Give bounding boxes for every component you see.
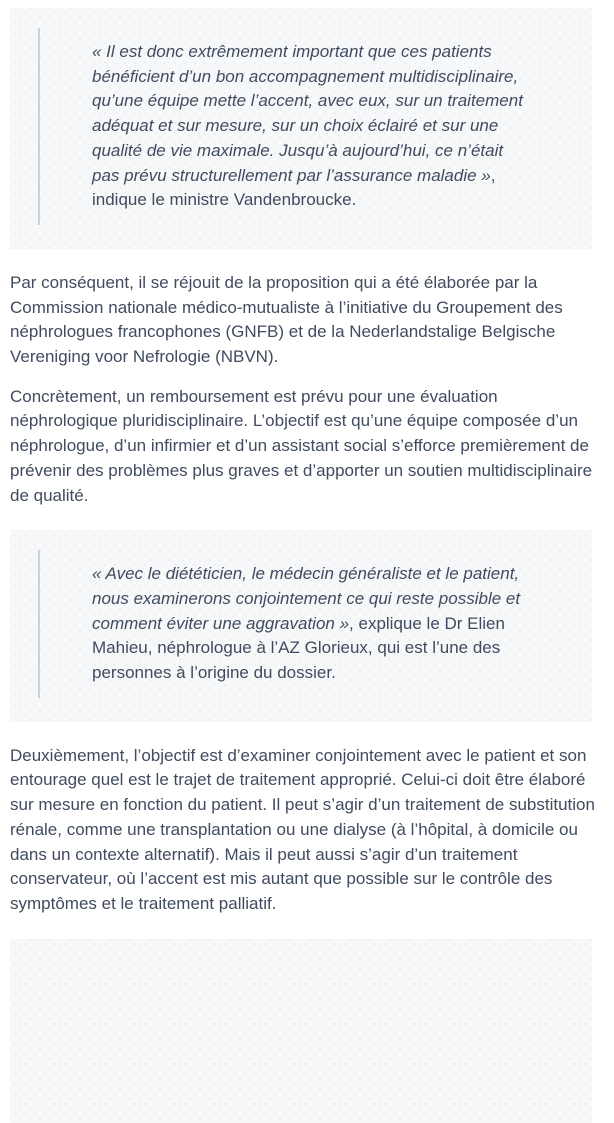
quote-text (92, 562, 524, 686)
article-body (10, 8, 595, 1123)
quote-italic-text: « Avec le diététicien, le médecin généraliste et le patient, nous examinerons conjointement ce qui reste possible et comment éviter une aggravation » (92, 564, 521, 633)
quote-block-partial (10, 939, 592, 1123)
blockquote (38, 550, 564, 698)
paragraph: Concrètement, un remboursement est prévu pour une évaluation néphrologique pluridisciplinaire. L’objectif est qu’une équipe composée d’un néphrologue, d’un infirmier et d’un assistant social s’efforce premièrement de prévenir des problèmes plus graves et d’apporter un soutien multidisciplinaire de qualité. (10, 386, 593, 505)
blockquote (38, 28, 564, 225)
quote-attribution: , indique le ministre Vandenbroucke. (92, 165, 496, 210)
quote-text (92, 40, 524, 213)
quote-block (10, 8, 592, 249)
quote-attribution: , explique le Dr Elien Mahieu, néphrologue à l’AZ Glorieux, qui est l’une des personnes à l’origine du dossier. (92, 613, 505, 683)
paragraph: Par conséquent, il se réjouit de la proposition qui a été élaborée par la Commission nationale médico-mutualiste à l’initiative du Groupement des néphrologues francophones (GNFB) et de la Nederlandstalige Belgische Vereniging voor Nefrologie (NBVN). (10, 272, 563, 367)
quote-italic-text: « Il est donc extrêmement important que ces patients bénéficient d’un bon accompagnement multidisciplinaire, qu’une équipe mette l’accent, avec eux, sur un traitement adéquat et sur mesure, sur un choix éclairé et sur une qualité de vie maximale. Jusqu’à aujourd’hui, ce n’était pas prévu structurellement par l’assurance maladie » (92, 42, 523, 185)
quote-block (10, 530, 592, 722)
paragraph: Deuxièmement, l’objectif est d’examiner conjointement avec le patient et son entourage quel est le trajet de traitement approprié. Celui-ci doit être élaboré sur mesure en fonction du patient. Il peut s’agir d’un traitement de substitution rénale, comme une transplantation ou une dialyse (à l’hôpital, à domicile ou dans un contexte alternatif). Mais il peut aussi s’agir d’un traitement conservateur, où l’accent est mis autant que possible sur le contrôle des symptômes et le traitement palliatif. (10, 745, 595, 913)
